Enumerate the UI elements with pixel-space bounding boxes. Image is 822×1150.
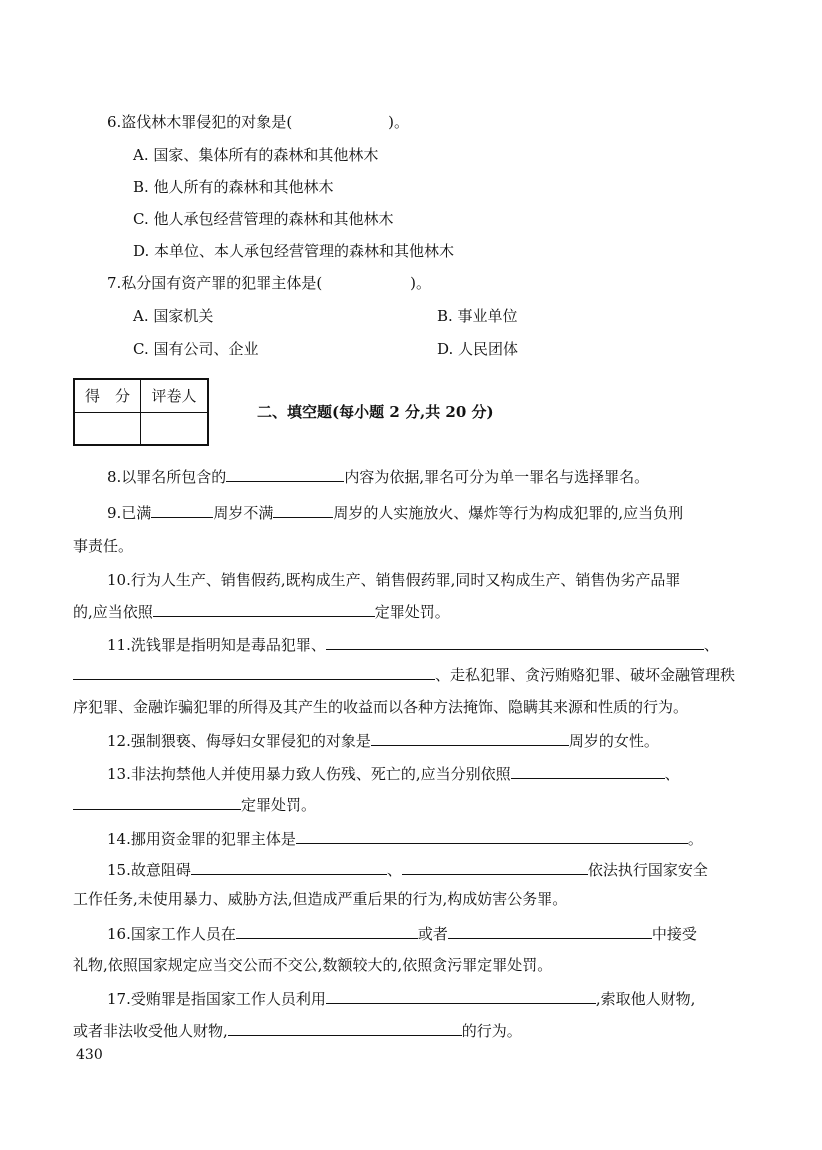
- q13-blank-1: [511, 763, 665, 779]
- q13-text-c: 定罪处罚。: [241, 796, 317, 814]
- q11-text-b: 、: [703, 636, 719, 654]
- question-13: [107, 763, 680, 784]
- question-12: [107, 730, 659, 751]
- q7-stem-end: )。: [410, 274, 432, 292]
- q9-blank-1: [151, 502, 213, 518]
- question-15-cont: 工作任务,未使用暴力、威胁方法,但造成严重后果的行为,构成妨害公务罪。: [73, 890, 568, 908]
- section-2-title: 二、填空题(每小题 2 分,共 20 分): [257, 403, 494, 421]
- q6-option-d: D. 本单位、本人承包经营管理的森林和其他林木: [133, 242, 455, 260]
- q11-text-c: 、走私犯罪、贪污贿赂犯罪、破坏金融管理秩: [435, 666, 736, 684]
- q15-text-a: 15.故意阻碍: [107, 861, 191, 879]
- q8-blank: [226, 466, 344, 482]
- q12-text-a: 12.强制猥亵、侮辱妇女罪侵犯的对象是: [107, 732, 371, 750]
- q16-text-b: 或者: [417, 925, 448, 943]
- q6-option-c: C. 他人承包经营管理的森林和其他林木: [133, 210, 394, 228]
- q13-blank-2: [73, 794, 241, 810]
- q16-text-a: 16.国家工作人员在: [107, 925, 236, 943]
- q8-text-b: 内容为依据,罪名可分为单一罪名与选择罪名。: [344, 468, 650, 486]
- question-10: 10.行为人生产、销售假药,既构成生产、销售假药罪,同时又构成生产、销售伪劣产品罪: [107, 571, 681, 589]
- q10-text-c: 定罪处罚。: [374, 603, 450, 621]
- q6-stem-text: 6.盗伐林木罪侵犯的对象是(: [107, 113, 293, 131]
- q9-blank-2: [273, 502, 333, 518]
- q8-text-a: 8.以罪名所包含的: [107, 468, 227, 486]
- q15-blank-1: [191, 859, 387, 875]
- question-16-cont: 礼物,依照国家规定应当交公而不交公,数额较大的,依照贪污罪定罪处罚。: [73, 956, 553, 974]
- q6-option-a: A. 国家、集体所有的森林和其他林木: [133, 146, 379, 164]
- question-14: [107, 828, 703, 849]
- q17-blank-2: [228, 1020, 462, 1036]
- q11-blank-2: [73, 664, 435, 680]
- q16-blank-2: [448, 923, 652, 939]
- grader-label: 评卷人: [151, 387, 197, 405]
- question-8: [107, 466, 649, 487]
- q10-blank: [153, 601, 375, 617]
- q13-text-b: 、: [664, 765, 680, 783]
- q12-blank: [371, 730, 569, 746]
- q14-text-a: 14.挪用资金罪的犯罪主体是: [107, 830, 296, 848]
- question-6-stem: [107, 112, 409, 132]
- question-11-cont-2: 序犯罪、金融诈骗犯罪的所得及其产生的收益而以各种方法掩饰、隐瞒其来源和性质的行为。: [73, 698, 689, 716]
- question-11-cont: [73, 664, 735, 685]
- score-cell: [75, 412, 141, 444]
- q13-text-a: 13.非法拘禁他人并使用暴力致人伤残、死亡的,应当分别依照: [107, 765, 511, 783]
- q7-option-b: B. 事业单位: [437, 307, 518, 325]
- q16-text-c: 中接受: [651, 925, 697, 943]
- q14-blank: [296, 828, 688, 844]
- q15-blank-2: [402, 859, 588, 875]
- question-16: [107, 923, 697, 944]
- q6-stem-end: )。: [388, 113, 410, 131]
- q11-text-a: 11.洗钱罪是指明知是毒品犯罪、: [107, 636, 326, 654]
- question-15: [107, 859, 708, 880]
- page-number: 430: [76, 1047, 103, 1063]
- q17-text-c: 或者非法收受他人财物,: [73, 1022, 228, 1040]
- q14-text-b: 。: [687, 830, 703, 848]
- score-label: 得 分: [75, 380, 141, 412]
- q6-option-b: B. 他人所有的森林和其他林木: [133, 178, 334, 196]
- q16-blank-1: [236, 923, 418, 939]
- q11-blank-1: [326, 634, 704, 650]
- q7-option-a: A. 国家机关: [133, 307, 214, 325]
- question-11: [107, 634, 719, 655]
- q15-text-c: 依法执行国家安全: [587, 861, 708, 879]
- q17-text-a: 17.受贿罪是指国家工作人员利用: [107, 990, 326, 1008]
- q12-text-b: 周岁的女性。: [568, 732, 659, 750]
- question-7-stem: [107, 273, 431, 293]
- score-box: [73, 378, 209, 446]
- question-13-cont: [73, 794, 316, 815]
- question-10-cont: [73, 601, 450, 622]
- grader-cell: [141, 412, 207, 444]
- question-9-cont: 事责任。: [73, 537, 134, 555]
- q7-stem-text: 7.私分国有资产罪的犯罪主体是(: [107, 274, 323, 292]
- question-17-cont: [73, 1020, 522, 1041]
- question-17: [107, 988, 695, 1009]
- q17-text-d: 的行为。: [461, 1022, 522, 1040]
- q10-text-b: 的,应当依照: [73, 603, 153, 621]
- q9-text-a: 9.已满: [107, 504, 152, 522]
- q17-blank-1: [326, 988, 596, 1004]
- q9-text-c: 周岁的人实施放火、爆炸等行为构成犯罪的,应当负刑: [333, 504, 684, 522]
- q17-text-b: ,索取他人财物,: [595, 990, 696, 1008]
- q15-text-b: 、: [386, 861, 402, 879]
- q7-option-d: D. 人民团体: [437, 340, 519, 358]
- q9-text-b: 周岁不满: [213, 504, 274, 522]
- question-9: [107, 502, 683, 523]
- q7-option-c: C. 国有公司、企业: [133, 340, 259, 358]
